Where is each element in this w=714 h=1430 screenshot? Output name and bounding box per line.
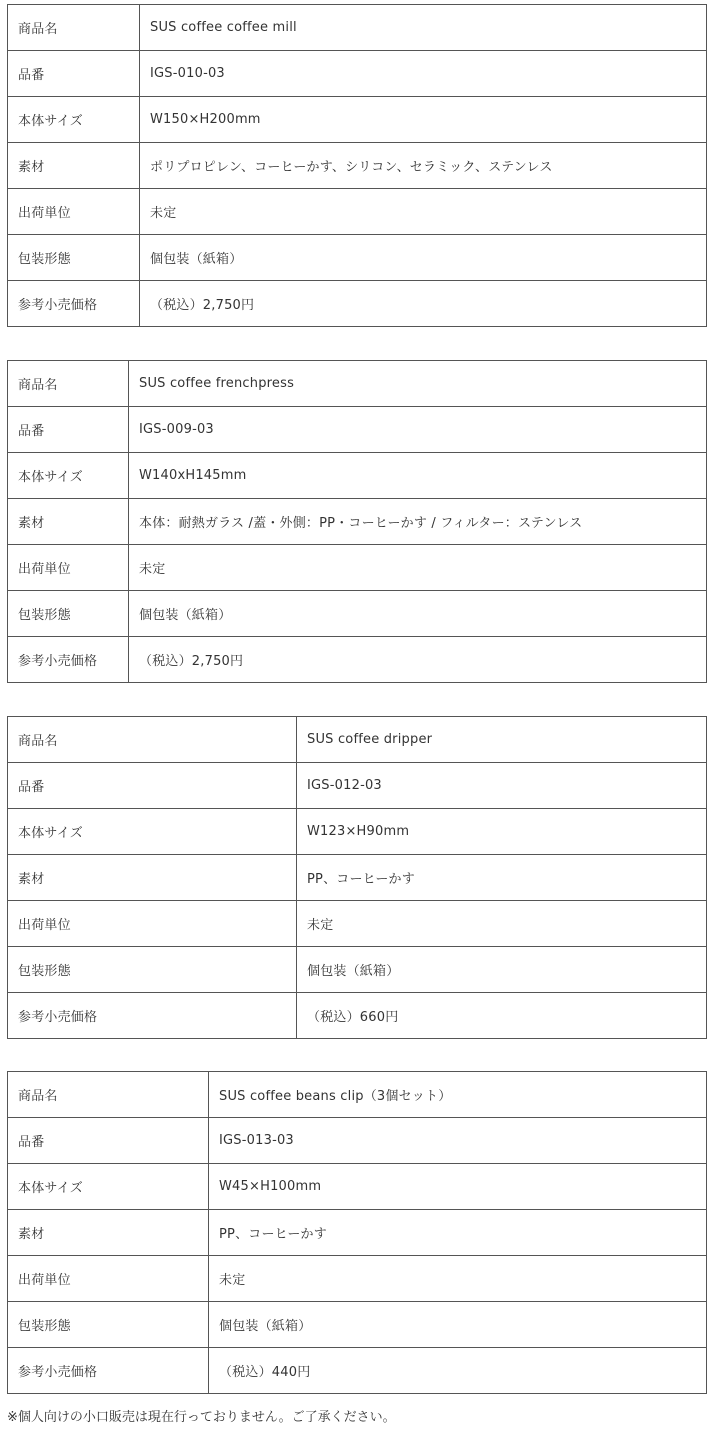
table-row xyxy=(8,993,707,1039)
table-row xyxy=(8,763,707,809)
table-row xyxy=(8,947,707,993)
product-spec-table-beans-clip xyxy=(7,1071,707,1394)
label-packaging: 包装形態 xyxy=(8,947,297,993)
label-size: 本体サイズ xyxy=(8,809,297,855)
value-packaging: 個包装（紙箱） xyxy=(297,947,707,993)
table-row xyxy=(8,189,707,235)
table-row xyxy=(8,51,707,97)
table-row xyxy=(8,1210,707,1256)
value-product-name: SUS coffee beans clip（3個セット） xyxy=(209,1072,707,1118)
retail-notice: ※個人向けの小口販売は現在行っておりません。ご了承ください。 xyxy=(7,1410,396,1425)
product-spec-table-dripper xyxy=(7,716,707,1039)
label-product-name: 商品名 xyxy=(8,5,140,51)
table-row xyxy=(8,1118,707,1164)
value-product-code: IGS-012-03 xyxy=(297,763,707,809)
label-retail-price: 参考小売価格 xyxy=(8,1348,209,1394)
table-row xyxy=(8,1348,707,1394)
value-product-code: IGS-010-03 xyxy=(140,51,707,97)
label-product-code: 品番 xyxy=(8,51,140,97)
value-shipping-unit: 未定 xyxy=(209,1256,707,1302)
label-product-code: 品番 xyxy=(8,1118,209,1164)
table-row xyxy=(8,499,707,545)
label-material: 素材 xyxy=(8,499,129,545)
label-shipping-unit: 出荷単位 xyxy=(8,189,140,235)
table-row xyxy=(8,591,707,637)
label-product-name: 商品名 xyxy=(8,361,129,407)
label-retail-price: 参考小売価格 xyxy=(8,637,129,683)
value-packaging: 個包装（紙箱） xyxy=(209,1302,707,1348)
value-size: W140xH145mm xyxy=(129,453,707,499)
label-size: 本体サイズ xyxy=(8,1164,209,1210)
value-retail-price: （税込）440円 xyxy=(209,1348,707,1394)
value-retail-price: （税込）2,750円 xyxy=(129,637,707,683)
table-row xyxy=(8,901,707,947)
value-material: PP、コーヒーかす xyxy=(209,1210,707,1256)
label-material: 素材 xyxy=(8,855,297,901)
table-row xyxy=(8,717,707,763)
value-packaging: 個包装（紙箱） xyxy=(129,591,707,637)
table-row xyxy=(8,1256,707,1302)
table-row xyxy=(8,855,707,901)
value-material: PP、コーヒーかす xyxy=(297,855,707,901)
label-material: 素材 xyxy=(8,143,140,189)
label-product-code: 品番 xyxy=(8,763,297,809)
table-row xyxy=(8,97,707,143)
value-size: W123×H90mm xyxy=(297,809,707,855)
table-row xyxy=(8,1072,707,1118)
label-shipping-unit: 出荷単位 xyxy=(8,545,129,591)
table-row xyxy=(8,545,707,591)
table-row xyxy=(8,235,707,281)
value-size: W150×H200mm xyxy=(140,97,707,143)
label-packaging: 包装形態 xyxy=(8,235,140,281)
product-spec-table-frenchpress xyxy=(7,360,707,683)
value-retail-price: （税込）2,750円 xyxy=(140,281,707,327)
label-size: 本体サイズ xyxy=(8,453,129,499)
value-shipping-unit: 未定 xyxy=(140,189,707,235)
label-shipping-unit: 出荷単位 xyxy=(8,901,297,947)
value-packaging: 個包装（紙箱） xyxy=(140,235,707,281)
label-product-name: 商品名 xyxy=(8,717,297,763)
label-shipping-unit: 出荷単位 xyxy=(8,1256,209,1302)
label-product-name: 商品名 xyxy=(8,1072,209,1118)
table-row xyxy=(8,453,707,499)
table-row xyxy=(8,1302,707,1348)
value-size: W45×H100mm xyxy=(209,1164,707,1210)
label-retail-price: 参考小売価格 xyxy=(8,281,140,327)
value-material: ポリプロピレン、コーヒーかす、シリコン、セラミック、ステンレス xyxy=(140,143,707,189)
value-shipping-unit: 未定 xyxy=(297,901,707,947)
table-row xyxy=(8,809,707,855)
value-product-name: SUS coffee coffee mill xyxy=(140,5,707,51)
value-product-code: IGS-009-03 xyxy=(129,407,707,453)
value-retail-price: （税込）660円 xyxy=(297,993,707,1039)
table-row xyxy=(8,281,707,327)
table-row xyxy=(8,1164,707,1210)
label-product-code: 品番 xyxy=(8,407,129,453)
value-material: 本体：耐熱ガラス /蓋・外側：PP・コーヒーかす / フィルター：ステンレス xyxy=(129,499,707,545)
value-shipping-unit: 未定 xyxy=(129,545,707,591)
value-product-name: SUS coffee dripper xyxy=(297,717,707,763)
table-row xyxy=(8,5,707,51)
table-row xyxy=(8,637,707,683)
table-row xyxy=(8,143,707,189)
label-packaging: 包装形態 xyxy=(8,591,129,637)
table-row xyxy=(8,407,707,453)
label-retail-price: 参考小売価格 xyxy=(8,993,297,1039)
label-material: 素材 xyxy=(8,1210,209,1256)
label-packaging: 包装形態 xyxy=(8,1302,209,1348)
table-row xyxy=(8,361,707,407)
label-size: 本体サイズ xyxy=(8,97,140,143)
product-spec-table-coffee-mill xyxy=(7,4,707,327)
value-product-name: SUS coffee frenchpress xyxy=(129,361,707,407)
value-product-code: IGS-013-03 xyxy=(209,1118,707,1164)
